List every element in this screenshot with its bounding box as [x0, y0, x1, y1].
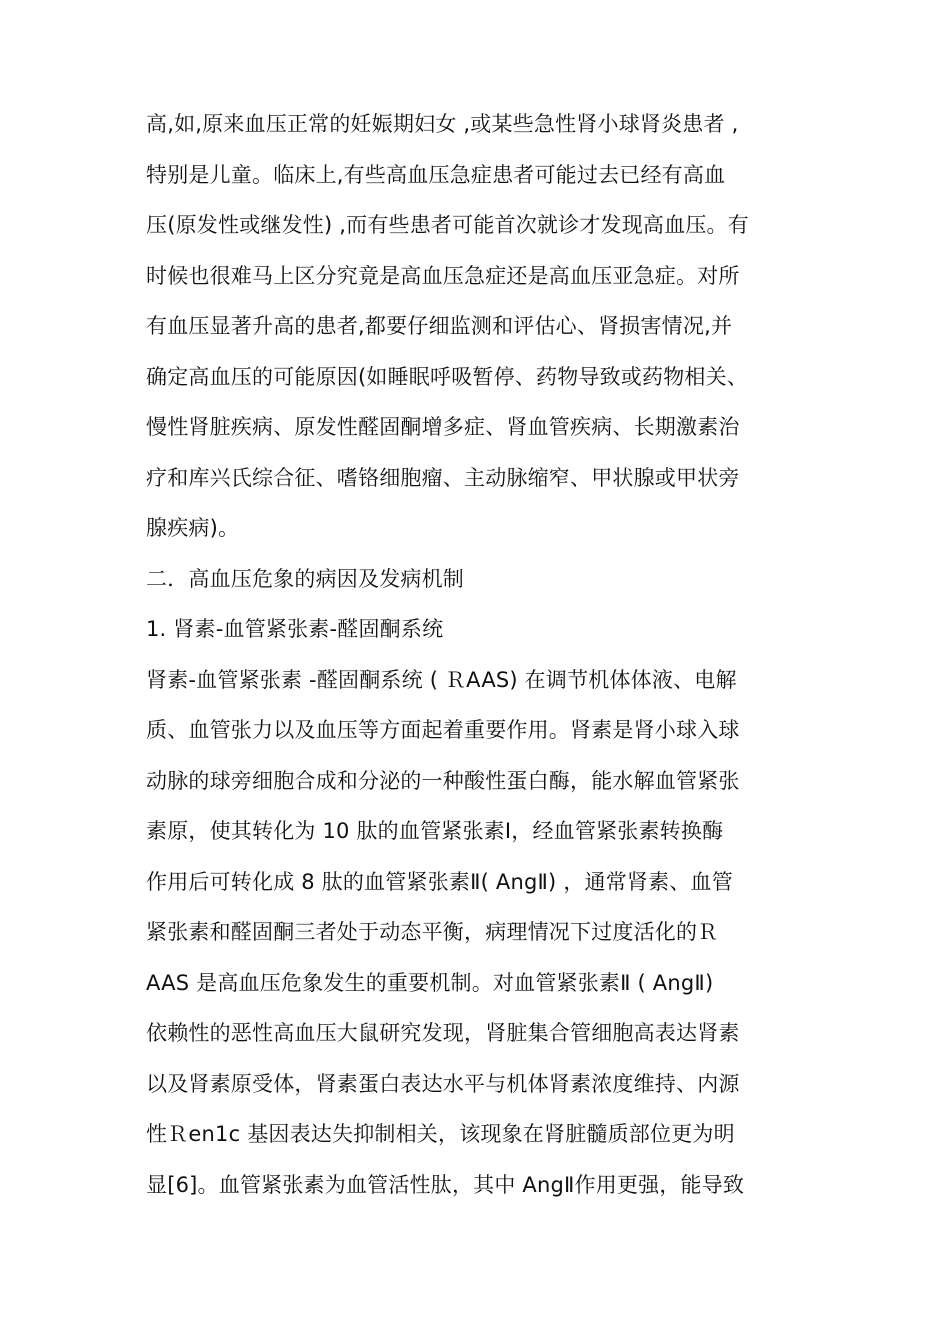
- text-line: 素原，使其转化为 10 肽的血管紧张素Ⅰ，经血管紧张素转换酶: [146, 819, 724, 843]
- text-line: 高,如,原来血压正常的妊娠期妇女 ,或某些急性肾小球肾炎患者 ,: [146, 112, 739, 136]
- text-line: 紧张素和醛固酮三者处于动态平衡，病理情况下过度活化的Ｒ: [146, 920, 719, 944]
- section-heading: 二．高血压危象的病因及发病机制: [146, 566, 464, 591]
- text-line: 以及肾素原受体，肾素蛋白表达水平与机体肾素浓度维持、内源: [146, 1071, 740, 1096]
- subsection-heading: 1. 肾素-血管紧张素-醛固酮系统: [146, 617, 444, 641]
- text-line: 性Ｒen1c 基因表达失抑制相关，该现象在肾脏髓质部位更为明: [146, 1122, 735, 1146]
- text-line: 腺疾病)。: [146, 516, 240, 540]
- text-line: 肾素-血管紧张素 -醛固酮系统 ( ＲAAS) 在调节机体体液、电解: [146, 667, 737, 692]
- text-line: AAS 是高血压危象发生的重要机制。对血管紧张素Ⅱ ( AngⅡ): [146, 970, 714, 995]
- text-line: 作用后可转化成 8 肽的血管紧张素Ⅱ( AngⅡ) ，通常肾素、血管: [146, 869, 733, 894]
- body-text: [146, 99, 846, 1210]
- text-line: 时候也很难马上区分究竟是高血压急症还是高血压亚急症。对所: [146, 263, 740, 288]
- text-line: 动脉的球旁细胞合成和分泌的一种酸性蛋白酶，能水解血管紧张: [146, 768, 740, 793]
- text-line: 疗和库兴氏综合征、嗜铬细胞瘤、主动脉缩窄、甲状腺或甲状旁: [146, 465, 740, 490]
- text-line: 确定高血压的可能原因(如睡眠呼吸暂停、药物导致或药物相关、: [146, 364, 748, 389]
- text-line: 特别是儿童。临床上,有些高血压急症患者可能过去已经有高血: [146, 162, 726, 187]
- text-line: 有血压显著升高的患者,都要仔细监测和评估心、肾损害情况,并: [146, 314, 733, 338]
- text-line: 慢性肾脏疾病、原发性醛固酮增多症、肾血管疾病、长期激素治: [146, 415, 740, 439]
- text-line: 依赖性的恶性高血压大鼠研究发现，肾脏集合管细胞高表达肾素: [146, 1021, 740, 1045]
- text-line: 质、血管张力以及血压等方面起着重要作用。肾素是肾小球入球: [146, 718, 740, 742]
- text-line: 压(原发性或继发性) ,而有些患者可能首次就诊才发现高血压。有: [146, 213, 749, 237]
- text-line: 显[6]。血管紧张素为血管活性肽，其中 AngⅡ作用更强，能导致: [146, 1172, 745, 1197]
